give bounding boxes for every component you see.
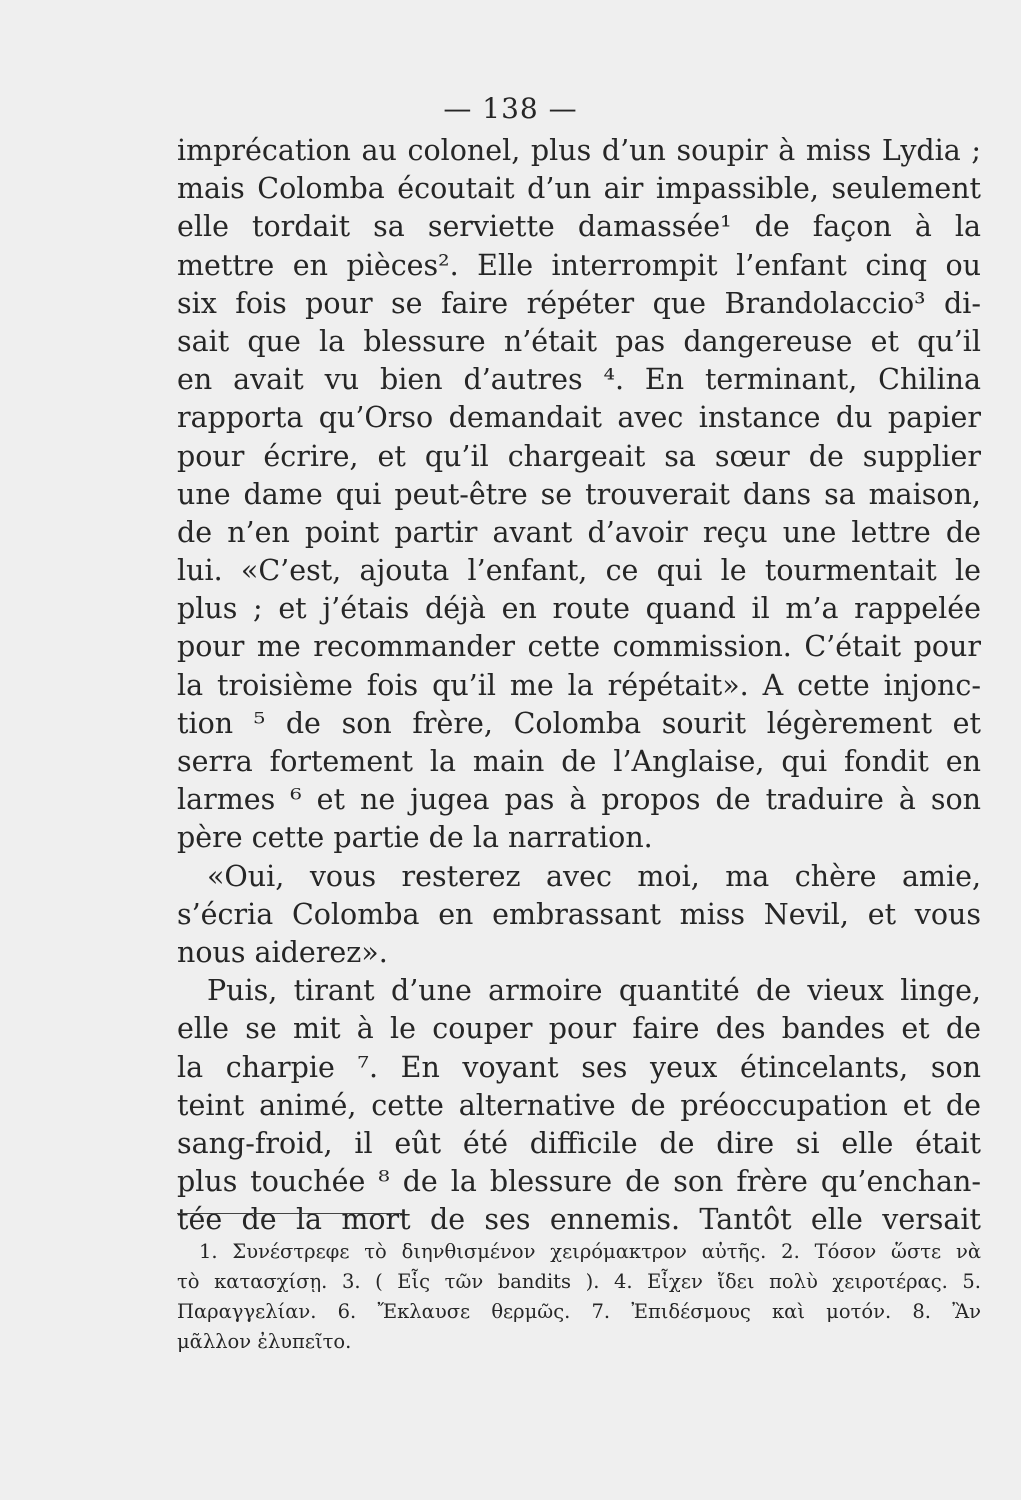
text-line: teint animé, cette alternative de préoccupation et de xyxy=(177,1088,981,1122)
text-line: elle se mit à le couper pour faire des bandes et de xyxy=(177,1012,981,1046)
text-line: «Oui, vous resterez avec moi, ma chère amie, xyxy=(207,859,981,893)
text-line: mais Colomba écoutait d’un air impassible, seulement xyxy=(177,172,981,206)
text-line: la charpie ⁷. En voyant ses yeux étincelants, son xyxy=(177,1050,981,1084)
text-line: plus touchée ⁸ de la blessure de son frère qu’enchan- xyxy=(177,1165,981,1199)
text-line: elle tordait sa serviette damassée¹ de façon à la xyxy=(177,210,981,244)
text-line: pour écrire, et qu’il chargeait sa sœur de supplier xyxy=(177,439,981,473)
text-line: serra fortement la main de l’Anglaise, qui fondit en xyxy=(177,745,981,778)
text-line: lui. «C’est, ajouta l’enfant, ce qui le tourmentait le xyxy=(177,554,981,588)
text-line: imprécation au colonel, plus d’un soupir à miss Lydia ; xyxy=(177,134,981,167)
text-line: s’écria Colomba en embrassant miss Nevil, et vous xyxy=(177,897,981,931)
text-line: en avait vu bien d’autres ⁴. En terminant, Chilina xyxy=(177,363,981,397)
text-line: plus ; et j’étais déjà en route quand il m’a rappelée xyxy=(177,592,981,626)
text-line: père cette partie de la narration. xyxy=(177,821,653,855)
text-line: pour me recommander cette commission. C’était pour xyxy=(177,630,981,664)
page-number: — 138 — xyxy=(443,92,578,125)
footnote-divider xyxy=(177,1213,402,1214)
text-line: Puis, tirant d’une armoire quantité de vieux linge, xyxy=(207,974,981,1008)
body-text xyxy=(177,132,981,1239)
text-line: six fois pour se faire répéter que Brandolaccio³ di- xyxy=(177,286,981,320)
text-line: tée de la mort de ses ennemis. Tantôt elle versait xyxy=(177,1203,981,1237)
text-line: rapporta qu’Orso demandait avec instance du papier xyxy=(177,401,981,435)
footnote-line: τὸ κατασχίσῃ. 3. ( Εἷς τῶν bandits ). 4. Εἶχεν ἴδει πολὺ χειροτέρας. 5. xyxy=(177,1270,981,1293)
text-line: une dame qui peut-être se trouverait dans sa maison, xyxy=(177,477,981,511)
footnote-line: Παραγγελίαν. 6. Ἔκλαυσε θερμῶς. 7. Ἐπιδέσμους καὶ μοτόν. 8. Ἂν xyxy=(177,1300,981,1323)
text-line: sang-froid, il eût été difficile de dire si elle était xyxy=(177,1126,981,1160)
text-line: de n’en point partir avant d’avoir reçu une lettre de xyxy=(177,515,981,549)
text-line: tion ⁵ de son frère, Colomba sourit légèrement et xyxy=(177,706,981,740)
text-line: nous aiderez». xyxy=(177,935,388,969)
text-line: sait que la blessure n’était pas dangereuse et qu’il xyxy=(177,324,981,358)
footnotes xyxy=(177,1237,981,1357)
text-line: mettre en pièces². Elle interrompit l’enfant cinq ou xyxy=(177,248,981,282)
footnote-line: 1. Συνέστρεφε τὸ διηνθισμένον χειρόμακτρον αὐτῆς. 2. Τόσον ὥστε νὰ xyxy=(199,1240,981,1263)
footnote-line: μᾶλλον ἐλυπεῖτο. xyxy=(177,1330,352,1353)
text-line: la troisième fois qu’il me la répétait». A cette injonc- xyxy=(177,668,981,702)
text-line: larmes ⁶ et ne jugea pas à propos de traduire à son xyxy=(177,783,981,817)
